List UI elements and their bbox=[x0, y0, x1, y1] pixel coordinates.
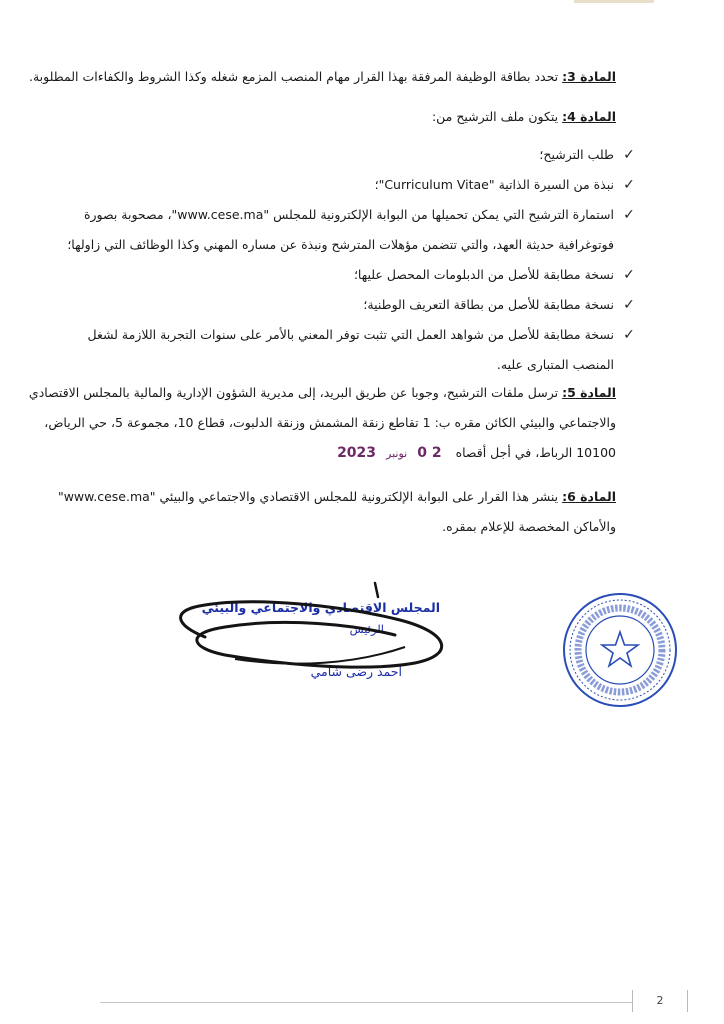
check-icon: ✓ bbox=[623, 177, 635, 193]
deadline-month: نونبر bbox=[386, 447, 408, 460]
deadline-year: 2023 bbox=[337, 445, 377, 461]
article-5 bbox=[28, 384, 616, 402]
signature-name: أحمد رضى شامي bbox=[310, 664, 402, 679]
list-item: نسخة مطابقة للأصل من بطاقة التعريف الوطنية؛ bbox=[363, 297, 614, 312]
list-item: نسخة مطابقة للأصل من الدبلومات المحصل عليها؛ bbox=[353, 267, 614, 282]
deadline-day: 2 0 bbox=[417, 445, 442, 461]
signature-role: الرئيس bbox=[349, 622, 384, 636]
check-icon: ✓ bbox=[623, 207, 635, 223]
handwritten-signature bbox=[165, 575, 465, 690]
article-4 bbox=[96, 108, 616, 126]
article-5-line-2: والاجتماعي والبيئي الكائن مقره ب: 1 تقاطع زنقة المشمش وزنقة الدلبوت، قطاع 10، مجموعة 5، حي الرياض، bbox=[44, 415, 616, 430]
check-icon: ✓ bbox=[623, 297, 635, 313]
article-5-line-3 bbox=[96, 444, 616, 463]
list-item-continuation: فوتوغرافية حديثة العهد، والتي تتضمن مؤهلات المترشح ونبذة عن مساره المهني وكذا الوظائف التي زاولها؛ bbox=[67, 237, 614, 252]
footer-rule bbox=[100, 1002, 684, 1003]
list-item-continuation: المنصب المتبارى عليه. bbox=[496, 357, 614, 372]
check-icon: ✓ bbox=[623, 327, 635, 343]
list-item: نسخة مطابقة للأصل من شواهد العمل التي تثبت توفر المعني بالأمر على سنوات التجربة اللازمة لشغل bbox=[87, 327, 614, 342]
article-4-text: يتكون ملف الترشيح من: bbox=[431, 109, 563, 124]
article-6-line-1: ينشر هذا القرار على البوابة الإلكترونية للمجلس الاقتصادي والاجتماعي والبيئي "www.cese.ma" bbox=[57, 489, 563, 504]
page-number: 2 bbox=[632, 990, 688, 1012]
article-6 bbox=[57, 488, 616, 506]
article-3-text: تحدد بطاقة الوظيفة المرفقة بهذا القرار مهام المنصب المزمع شغله وكذا الشروط والكفاءات المطلوبة. bbox=[28, 69, 563, 84]
article-4-label: المادة 4: bbox=[562, 109, 616, 124]
article-5-label: المادة 5: bbox=[562, 385, 616, 400]
article-3-label: المادة 3: bbox=[562, 69, 616, 84]
list-item: استمارة الترشيح التي يمكن تحميلها من البوابة الإلكترونية للمجلس "www.cese.ma"، مصحوبة بصورة bbox=[83, 207, 614, 222]
seal-icon bbox=[560, 590, 680, 710]
article-6-label: المادة 6: bbox=[562, 489, 616, 504]
article-5-deadline-text: 10100 الرباط، في أجل أقصاه bbox=[455, 445, 616, 460]
check-icon: ✓ bbox=[623, 147, 635, 163]
list-item: طلب الترشيح؛ bbox=[539, 147, 614, 162]
article-3 bbox=[28, 68, 616, 86]
article-6-line-2: والأماكن المخصصة للإعلام بمقره. bbox=[442, 519, 616, 534]
list-item: نبذة من السيرة الذاتية "Curriculum Vitae"؛ bbox=[374, 177, 614, 192]
scan-mark bbox=[574, 0, 654, 3]
check-icon: ✓ bbox=[623, 267, 635, 283]
article-5-line-1: ترسل ملفات الترشيح، وجوبا عن طريق البريد، إلى مديرية الشؤون الإدارية والمالية بالمجلس الاقتصادي bbox=[28, 385, 563, 400]
signature-council: المجلس الاقتصادي والاجتماعي والبيئي bbox=[201, 600, 440, 615]
